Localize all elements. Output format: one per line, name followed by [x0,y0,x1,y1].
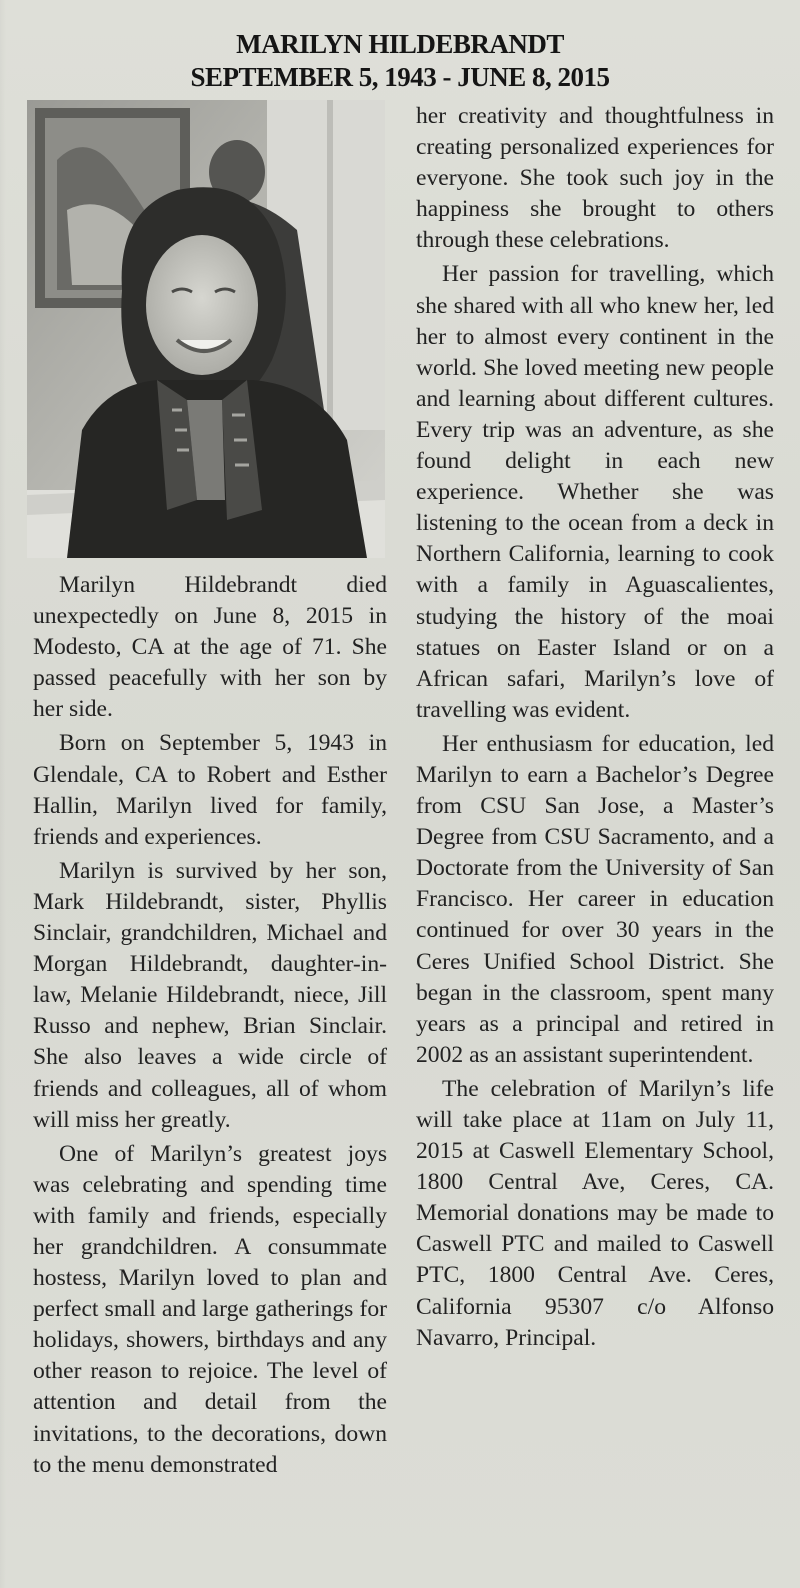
left-column [33,570,387,1484]
paragraph-death-notice: Marilyn Hildebrandt died unexpectedly on June 8, 2015 in Modesto, CA at the age of 71. She passed peacefully with her son by her side. [33,572,387,723]
paragraph-birth: Born on September 5, 1943 in Glendale, CA to Robert and Esther Hallin, Marilyn lived for family, friends and experiences. [33,730,387,850]
paragraph-education: Her enthusiasm for education, led Marilyn to earn a Bachelor’s Degree from CSU San Jose, a Master’s Degree from CSU Sacramento, and a Doctorate from the University of San Francisco. Her career in education continued for over 30 years in the Ceres Unified School District. She began in the classroom, spent many years as a principal and retired in 2002 as an assistant superintendent. [416,730,774,1068]
deceased-name: MARILYN HILDEBRANDT [236,29,564,59]
right-column [416,101,774,1357]
paragraph-joys-continued: her creativity and thoughtfulness in creating personalized experiences for everyone. She took such joy in the happiness she brought to others through these celebrations. [416,103,774,254]
obituary-headline [0,28,800,94]
life-dates: SEPTEMBER 5, 1943 - JUNE 8, 2015 [190,62,610,92]
paragraph-travel: Her passion for travelling, which she shared with all who knew her, led her to almost every continent in the world. She loved meeting new people and learning about different cultures. Every trip was an adventure, as she found delight in each new experience. Whether she was listening to the ocean from a deck in Northern California, learning to cook with a family in Aguascalientes, studying the history of the moai statues on Easter Island or on a African safari, Marilyn’s love of travelling was evident. [416,261,774,723]
portrait-photo [27,100,385,558]
paragraph-survivors: Marilyn is survived by her son, Mark Hildebrandt, sister, Phyllis Sinclair, grandchildren, Michael and Morgan Hildebrandt, daughter-in-law, Melanie Hildebrandt, niece, Jill Russo and nephew, Brian Sinclair. She also leaves a wide circle of friends and colleagues, all of whom will miss her greatly. [33,857,387,1133]
portrait-photo-icon [27,100,385,558]
paragraph-joys: One of Marilyn’s greatest joys was celebrating and spending time with family and friends, especially her grandchildren. A consummate hostess, Marilyn loved to plan and perfect small and large gatherings for holidays, showers, birthdays and any other reason to rejoice. The level of attention and detail from the invitations, to the decorations, down to the menu demonstrated [33,1140,387,1478]
paragraph-celebration: The celebration of Marilyn’s life will take place at 11am on July 11, 2015 at Caswell Elementary School, 1800 Central Ave, Ceres, CA. Memorial donations may be made to Caswell PTC and mailed to Caswell PTC, 1800 Central Ave. Ceres, California 95307 c/o Alfonso Navarro, Principal. [416,1075,774,1351]
